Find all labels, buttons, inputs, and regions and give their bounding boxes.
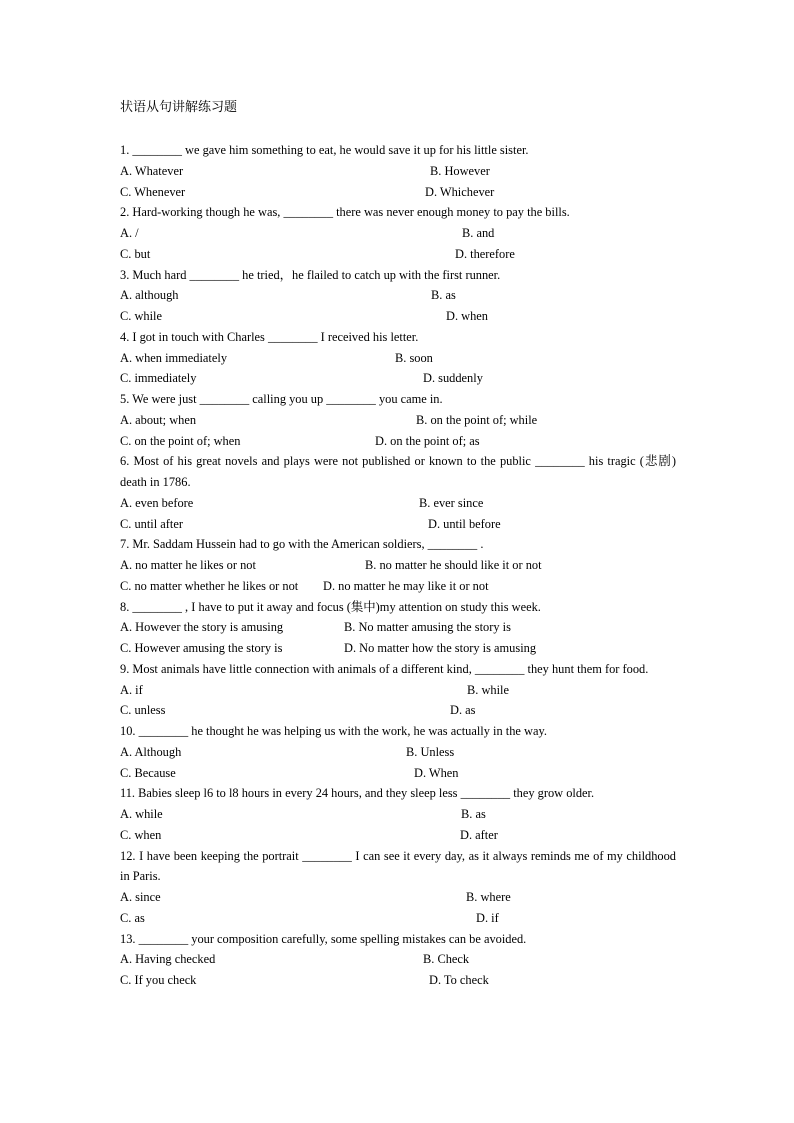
option-d: D. if	[476, 910, 499, 925]
option-d: D. To check	[429, 973, 489, 987]
option-c: C. as	[120, 910, 145, 925]
option-a: A. no matter he likes or not	[120, 558, 256, 572]
option-d: D. When	[414, 765, 459, 780]
question-stem: 9. Most animals have little connection with animals of a different kind, ________ they hunt them for food.	[120, 661, 649, 676]
question-stem: 4. I got in touch with Charles ________ I received his letter.	[120, 329, 419, 344]
option-row	[120, 763, 676, 784]
option-row	[120, 617, 676, 638]
option-row	[120, 638, 676, 659]
option-c: C. on the point of; when	[120, 433, 241, 448]
option-d: D. therefore	[455, 246, 515, 261]
option-b: B. Check	[423, 952, 470, 967]
option-b: B. on the point of; while	[416, 412, 538, 427]
option-row	[120, 700, 676, 721]
question-stem: 13. ________ your composition carefully, some spelling mistakes can be avoided.	[120, 931, 527, 946]
question-stem: 7. Mr. Saddam Hussein had to go with the American soldiers, ________ .	[120, 537, 484, 552]
option-d: D. suddenly	[423, 371, 483, 386]
option-row	[120, 244, 676, 265]
option-b: B. no matter he should like it or not	[365, 558, 542, 572]
option-c: C. but	[120, 246, 151, 261]
option-a: A. since	[120, 890, 161, 904]
option-d: D. after	[460, 827, 498, 842]
option-c: C. until after	[120, 516, 183, 531]
option-row	[120, 182, 676, 203]
option-row	[120, 949, 676, 970]
option-c: C. no matter whether he likes or not	[120, 578, 299, 593]
option-row	[120, 348, 676, 369]
option-row	[120, 410, 676, 431]
option-c: C. Because	[120, 765, 176, 780]
option-row	[120, 804, 676, 825]
question-stem: 11. Babies sleep l6 to l8 hours in every 24 hours, and they sleep less ________ they grow older.	[120, 786, 595, 801]
option-a: A. about; when	[120, 412, 197, 427]
question-stem: 6. Most of his great novels and plays were not published or known to the public ________ his tragic (悲剧) death in 1786.	[120, 454, 676, 489]
question-stem: 10. ________ he thought he was helping us with the work, he was actually in the way.	[120, 724, 547, 738]
option-row	[120, 514, 676, 535]
option-c: C. while	[120, 309, 162, 323]
option-d: D. when	[446, 309, 488, 323]
option-c: C. However amusing the story is	[120, 641, 283, 655]
option-d: D. No matter how the story is amusing	[344, 641, 537, 655]
option-c: C. Whenever	[120, 184, 186, 199]
option-a: A. /	[120, 226, 139, 240]
option-row	[120, 306, 676, 327]
option-b: B. where	[466, 890, 511, 904]
question-stem: 1. ________ we gave him something to eat, he would save it up for his little sister.	[120, 143, 529, 157]
option-d: D. until before	[428, 516, 501, 531]
option-a: A. However the story is amusing	[120, 620, 284, 635]
option-d: D. Whichever	[425, 184, 495, 199]
option-b: B. However	[430, 163, 490, 178]
option-b: B. and	[462, 226, 495, 240]
option-c: C. If you check	[120, 973, 197, 987]
option-b: B. while	[467, 682, 509, 697]
option-b: B. ever since	[419, 495, 484, 510]
option-b: B. soon	[395, 350, 433, 365]
question-stem: 2. Hard-working though he was, ________ there was never enough money to pay the bills.	[120, 205, 570, 220]
question-stem: 3. Much hard ________ he tried，he flailed to catch up with the first runner.	[120, 267, 501, 282]
option-row	[120, 908, 676, 929]
option-b: B. Unless	[406, 744, 455, 759]
option-b: B. as	[461, 807, 486, 821]
option-d: D. on the point of; as	[375, 433, 480, 448]
question-list	[120, 140, 676, 991]
option-a: A. when immediately	[120, 350, 228, 365]
option-a: A. while	[120, 807, 163, 821]
option-row	[120, 161, 676, 182]
option-a: A. if	[120, 682, 143, 697]
option-row	[120, 223, 676, 244]
question-stem: 12. I have been keeping the portrait ________ I can see it every day, as it always reminds me of my childhood in Paris.	[120, 848, 676, 884]
option-row	[120, 431, 676, 452]
option-c: C. when	[120, 827, 162, 842]
option-a: A. although	[120, 288, 179, 303]
option-a: A. Although	[120, 744, 182, 759]
document-title: 状语从句讲解练习题	[120, 99, 238, 114]
option-a: A. Whatever	[120, 163, 184, 178]
option-row	[120, 680, 676, 701]
option-d: D. no matter he may like it or not	[323, 578, 489, 593]
question-stem: 5. We were just ________ calling you up ________ you came in.	[120, 392, 443, 406]
question-stem: 8. ________ , I have to put it away and focus (集中)my attention on study this week.	[120, 599, 541, 614]
option-row	[120, 887, 676, 908]
option-a: A. Having checked	[120, 952, 216, 967]
option-b: B. No matter amusing the story is	[344, 620, 511, 635]
option-row	[120, 742, 676, 763]
option-row	[120, 285, 676, 306]
option-row	[120, 970, 676, 991]
option-a: A. even before	[120, 495, 194, 510]
option-row	[120, 493, 676, 514]
option-row	[120, 555, 676, 576]
option-c: C. unless	[120, 703, 166, 718]
option-d: D. as	[450, 703, 476, 718]
option-c: C. immediately	[120, 371, 197, 386]
option-row	[120, 825, 676, 846]
option-b: B. as	[431, 288, 456, 303]
option-row	[120, 368, 676, 389]
option-row	[120, 576, 676, 597]
